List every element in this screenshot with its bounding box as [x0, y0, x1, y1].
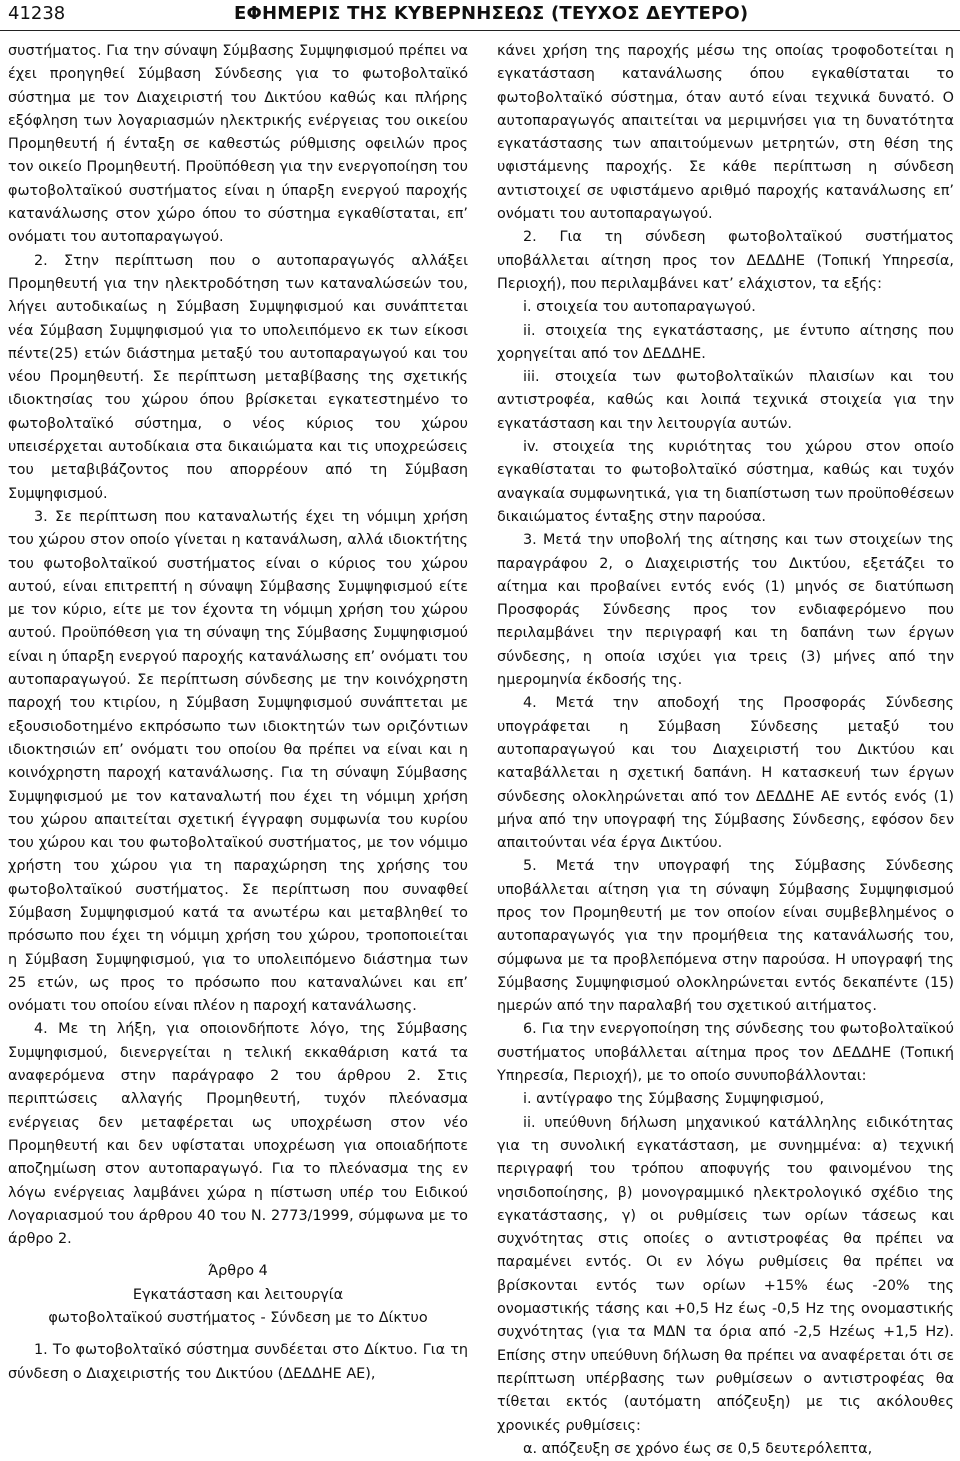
paragraph: 3. Μετά την υποβολή της αίτησης και των στοιχείων της παραγράφου 2, ο Διαχειριστής του Δικτύου, εξετάζει το αίτημα και προβαίνει εντός ενός (1) μηνός σε διατύπωση Προσφοράς Σύνδεσης προς τον ενδιαφερόμενο που περιλαμβάνει την περιγραφή και τη δαπάνη των έργων σύνδεσης, η οποία ισχύει για τρεις (3) μήνες από την ημερομηνία έκδοσής της. — [497, 532, 954, 689]
paragraph: 4. Μετά την αποδοχή της Προσφοράς Σύνδεσης υπογράφεται η Σύμβαση Σύνδεσης μεταξύ του αυτοπαραγωγού και του Διαχειριστή του Δικτύου και καταβάλλεται η σχετική δαπάνη. Η κατασκευή των έργων σύνδεσης ολοκληρώνεται από τον ΔΕΔΔΗΕ ΑΕ εντός ενός (1) μήνα από την υπογραφή της Σύμβασης Σύνδεσης, εφόσον δεν απαιτούνται νέα έργα Δικτύου. — [497, 695, 954, 852]
list-item: iii. στοιχεία των φωτοβολταϊκών πλαισίων και του αντιστροφέα, καθώς και λοιπά τεχνικά στοιχεία για την εγκατάσταση και την λειτουργία αυτών. — [497, 369, 954, 432]
article-title-line-1: Εγκατάσταση και λειτουργία — [132, 1286, 344, 1303]
list-item: α. απόζευξη σε χρόνο έως σε 0,5 δευτερόλεπτα, — [523, 1440, 873, 1457]
left-column — [8, 40, 468, 1424]
list-item: ii. υπεύθυνη δήλωση μηχανικού κατάλληλης ειδικότητας για τη συνολική εγκατάσταση, με συνημμένα: α) τεχνική περιγραφή του τρόπου αποφυγής του φαινομένου της νησιδοποίησης, β) μονογραμμικό ηλεκτρολογικό σχέδιο της εγκατάστασης, γ) οι ρυθμίσεις των ορίων τάσεως και συχνότητας στις οποίες ο αντιστροφέας θα πρέπει να παραμένει εντός. Οι εν λόγω ρυθμίσεις θα πρέπει να βρίσκονται εντός των ορίων +15% έως -20% της ονομαστικής τάσης και +0,5 Hz έως -0,5 Hz της ονομαστικής συχνότητας (για τα ΜΔΝ τα όρια από -2,5 Hzέως +1,5 Hz). Επίσης στην υπεύθυνη δήλωση θα πρέπει να αναφέρεται ότι σε περίπτωση υπέρβασης των ρυθμίσεων ο αντιστροφέας θα τίθεται εκτός (αυτόματη απόζευξη) με τις ακόλουθες χρονικές ρυθμίσεις: — [497, 1114, 954, 1434]
list-item: i. αντίγραφο της Σύμβασης Συμψηφισμού, — [523, 1091, 825, 1108]
paragraph: κάνει χρήση της παροχής μέσω της οποίας τροφοδοτείται η εγκατάσταση κατανάλωσης όπου εγκαθίσταται το φωτοβολταϊκό σύστημα, όταν αυτό είναι τεχνικά δυνατό. Ο αυτοπαραγωγός απαιτείται να μεριμνήσει για τη δυνατότητα εγκατάστασης των απαιτούμενων μετρητών, στη θέση της υφιστάμενης παροχής. Σε κάθε περίπτωση η σύνδεση αντιστοιχεί σε υφιστάμενο αριθμό παροχής κατανάλωσης επ’ ονόματι του αυτοπαραγωγού. — [497, 43, 954, 223]
article-number: Άρθρο 4 — [208, 1263, 268, 1280]
page-number: 41238 — [8, 3, 66, 24]
paragraph: 2. Στην περίπτωση που ο αυτοπαραγωγός αλλάξει Προμηθευτή για την ηλεκτροδότηση των καταναλώσεών του, λήγει αυτοδικαίως η Σύμβαση Συμψηφισμού και συνάπτεται νέα Σύμβαση Συμψηφισμού για το υπολειπόμενο εκ των είκοσι πέντε(25) ετών διάστημα μεταξύ του αυτοπαραγωγού και του νέου Προμηθευτή. Σε περίπτωση μεταβίβασης της σχετικής ιδιοκτησίας του χώρου όπου βρίσκεται εγκατεστημένο το φωτοβολταϊκό σύστημα, ο νέος κύριος του χώρου υπεισέρχεται αυτοδίκαια στα δικαιώματα και τις υποχρεώσεις του μεταβιβάζοντος που απορρέουν από τη Σύμβαση Συμψηφισμού. — [8, 252, 468, 502]
paragraph: 1. Το φωτοβολταϊκό σύστημα συνδέεται στο Δίκτυο. Για τη σύνδεση ο Διαχειριστής του Δικτύου (ΔΕΔΔΗΕ ΑΕ), — [8, 1342, 468, 1382]
list-item: iv. στοιχεία της κυριότητας του χώρου στον οποίο εγκαθίσταται το φωτοβολταϊκό σύστημα, καθώς και τυχόν αναγκαία συμφωνητικά, για τη διαπίστωση των προϋποθέσεων δικαιώματος ένταξης στην παρούσα. — [497, 439, 954, 525]
paragraph: συστήματος. Για την σύναψη Σύμβασης Συμψηφισμού πρέπει να έχει προηγηθεί Σύμβαση Σύνδεσης για το φωτοβολταϊκό σύστημα με τον Διαχειριστή του Δικτύου καθώς και πλήρης εξόφληση των λογαριασμών ηλεκτρικής ενέργειας του οικείου Προμηθευτή ή ένταξη σε καθεστώς ρύθμισης οφειλών προς τον οικείο Προμηθευτή. Προϋπόθεση για την ενεργοποίηση του φωτοβολταϊκού συστήματος είναι η ύπαρξη ενεργού παροχής κατανάλωσης στον χώρο όπου το σύστημα εγκαθίσταται, επ’ ονόματι του αυτοπαραγωγού. — [8, 43, 468, 246]
list-item: ii. στοιχεία της εγκατάστασης, με έντυπο αίτησης που χορηγείται από τον ΔΕΔΔΗΕ. — [497, 322, 954, 362]
paragraph: 3. Σε περίπτωση που καταναλωτής έχει τη νόμιμη χρήση του χώρου στον οποίο γίνεται η κατανάλωση, αλλά ιδιοκτήτης του φωτοβολταϊκού συστήματος είναι ο κύριος του χώρου αυτού, είναι επιτρεπτή η σύναψη Σύμβασης Συμψηφισμού είτε με τον κύριο, είτε με τον έχοντα τη νόμιμη χρήση του χώρου αυτού. Προϋπόθεση για τη σύναψη της Σύμβασης Συμψηφισμού είναι η ύπαρξη ενεργού παροχής κατανάλωσης επ’ ονόματι του αυτοπαραγωγού. Σε περίπτωση σύνδεσης με την κοινόχρηστη παροχή του κτιρίου, η Σύμβαση Συμψηφισμού συνάπτεται με εξουσιοδοτημένο εκπρόσωπο των ιδιοκτητών των οριζόντιων ιδιοκτησιών επ’ ονόματι του οποίου θα πρέπει να είναι και η κοινόχρηστη παροχή κατανάλωσης. Για τη σύναψη Σύμβασης Συμψηφισμού με τον καταναλωτή που έχει τη νόμιμη χρήση του χώρου απαιτείται σχετική έγγραφη συμφωνία του κυρίου του χώρου και του φωτοβολταϊκού συστήματος, με τον νόμιμο χρήστη του χώρου για τη παραχώρηση της χρήσης του φωτοβολταϊκού συστήματος. Σε περίπτωση που συναφθεί Σύμβαση Συμψηφισμού κατά τα ανωτέρω και μεταβληθεί το πρόσωπο που έχει τη νόμιμη χρήση του χώρου, τροποποιείται η Σύμβαση Συμψηφισμού, για το υπολειπόμενο διάστημα των 25 ετών, ως προς το πρόσωπο που καταναλώνει και επ’ ονόματι του οποίου είναι πλέον η παροχή κατανάλωσης. — [8, 508, 468, 1015]
list-item: i. στοιχεία του αυτοπαραγωγού. — [523, 299, 756, 316]
paragraph: 4. Με τη λήξη, για οποιονδήποτε λόγο, της Σύμβασης Συμψηφισμού, διενεργείται η τελική εκκαθάριση κατά τα αναφερόμενα στην παράγραφο 2 του άρθρου 2. Στις περιπτώσεις αλλαγής Προμηθευτή, τυχόν πλεόνασμα ενέργειας δεν μεταφέρεται ως υποχρέωση στον νέο Προμηθευτή και δεν υφίσταται υποχρέωση για οποιαδήποτε αποζημίωση στον αυτοπαραγωγό. Για το πλεόνασμα της εν λόγω ενέργειας λαμβάνει χώρα η πίστωση υπέρ του Ειδικού Λογαριασμού του άρθρου 40 του Ν. 2773/1999, σύμφωνα με το άρθρο 2. — [8, 1021, 468, 1248]
paragraph: 6. Για την ενεργοποίηση της σύνδεσης του φωτοβολταϊκού συστήματος υποβάλλεται αίτημα προς τον ΔΕΔΔΗΕ (Τοπική Υπηρεσία, Περιοχή), με το οποίο συνυποβάλλονται: — [497, 1021, 954, 1085]
article-title-line-2: φωτοβολταϊκού συστήματος - Σύνδεση με το Δίκτυο — [48, 1310, 428, 1327]
right-column — [497, 40, 954, 1457]
page-header — [0, 0, 960, 31]
paragraph: 5. Μετά την υπογραφή της Σύμβασης Σύνδεσης υποβάλλεται αίτηση για τη σύναψη Σύμβασης Συμψηφισμού προς τον Προμηθευτή με τον οποίον είναι συμβεβλημένος ο αυτοπαραγωγός για την προμήθεια της κατανάλωσής του, σύμφωνα με τα προβλεπόμενα στην παρούσα. Η υπογραφή της Σύμβασης Συμψηφισμού ολοκληρώνεται εντός δεκαπέντε (15) ημερών από την παραλαβή του σχετικού αιτήματος. — [497, 858, 954, 1015]
gazette-title: ΕΦΗΜΕΡΙΣ ΤΗΣ ΚΥΒΕΡΝΗΣΕΩΣ (ΤΕΥΧΟΣ ΔΕΥΤΕΡΟ) — [234, 3, 749, 24]
paragraph: 2. Για τη σύνδεση φωτοβολταϊκού συστήματος υποβάλλεται αίτηση προς τον ΔΕΔΔΗΕ (Τοπική Υπηρεσία, Περιοχή), που περιλαμβάνει κατ’ ελάχιστον, τα εξής: — [497, 229, 954, 292]
